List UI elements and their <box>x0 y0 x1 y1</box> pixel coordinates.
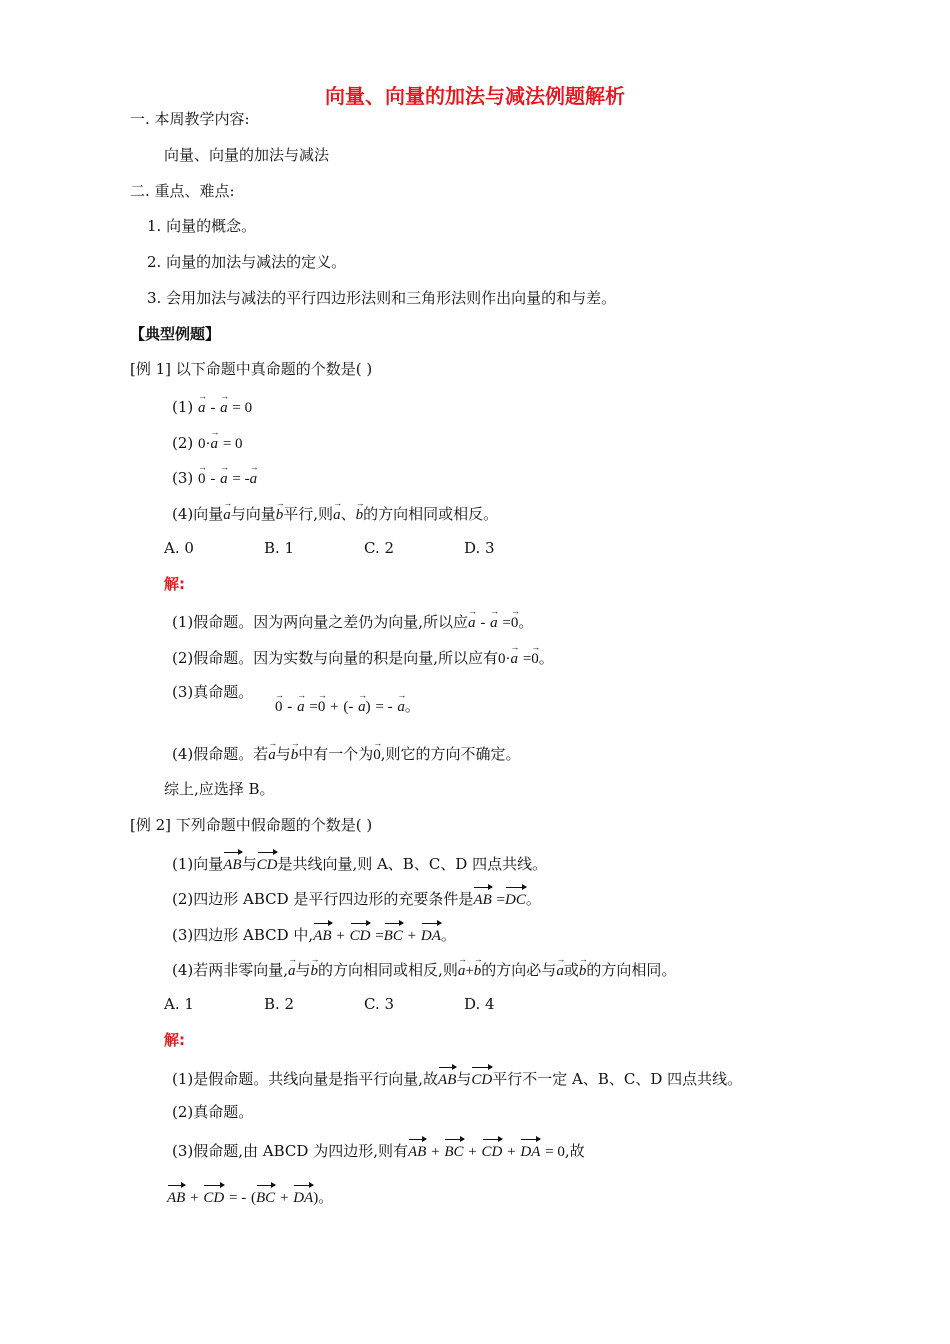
ex2-proposition-4: (4)若两非零向量,a →与b →的方向相同或相反,则a →+b →的方向必与a →或b →的方向相同。 <box>172 958 676 981</box>
ex1-proposition-3: (3) 0 → - a → = -a → <box>172 466 257 489</box>
ex2-option-c: C. 3 <box>364 995 395 1013</box>
example-2-question: [例 2] 下列命题中假命题的个数是( ) <box>130 816 373 834</box>
section-1-heading: 一. 本周教学内容: <box>130 110 250 128</box>
section-2-item: 2. 向量的加法与减法的定义。 <box>147 253 347 271</box>
ex2-proposition-1: (1)向量AB与CD是共线向量,则 A、B、C、D 四点共线。 <box>172 851 547 875</box>
ex1-proposition-4: (4)向量a →与向量b →平行,则a →、b →的方向相同或相反。 <box>172 502 498 525</box>
ex1-solution-label: 解: <box>164 575 185 593</box>
ex2-option-d: D. 4 <box>464 995 495 1013</box>
example-1-question: [例 1] 以下命题中真命题的个数是( ) <box>130 360 373 378</box>
page-title: 向量、向量的加法与减法例题解析 <box>325 84 625 108</box>
ex1-option-a: A. 0 <box>164 539 194 557</box>
ex1-option-c: C. 2 <box>364 539 395 557</box>
examples-heading: 【典型例题】 <box>130 325 221 343</box>
ex1-option-b: B. 1 <box>264 539 295 557</box>
ex2-answer-1: (1)是假命题。共线向量是指平行向量,故AB与CD平行不一定 A、B、C、D 四点共线。 <box>172 1066 742 1090</box>
ex2-option-b: B. 2 <box>264 995 295 1013</box>
ex1-answer-2: (2)假命题。因为实数与向量的积是向量,所以应有0·a → =0 →。 <box>172 646 554 669</box>
ex1-answer-1: (1)假命题。因为两向量之差仍为向量,所以应a → - a → =0 →。 <box>172 610 533 633</box>
ex1-answer-3: (3)真命题。 <box>172 683 254 701</box>
section-2-heading: 二. 重点、难点: <box>130 182 235 200</box>
section-2-item: 1. 向量的概念。 <box>147 217 257 235</box>
ex2-proposition-3: (3)四边形 ABCD 中,AB + CD =BC + DA。 <box>172 922 456 946</box>
section-1-body: 向量、向量的加法与减法 <box>164 146 330 164</box>
ex1-proposition-2: (2) 0·a → = 0 <box>172 431 243 454</box>
ex1-answer-3-formula: 0 → - a → =0 → + (- a →) = - a →。 <box>275 694 420 717</box>
ex2-proposition-2: (2)四边形 ABCD 是平行四边形的充要条件是AB =DC。 <box>172 886 541 910</box>
ex1-answer-4: (4)假命题。若a →与b →中有一个为0 →,则它的方向不确定。 <box>172 742 521 765</box>
ex1-proposition-1: (1) a → - a → = 0 <box>172 395 252 418</box>
section-2-item: 3. 会用加法与减法的平行四边形法则和三角形法则作出向量的和与差。 <box>147 289 617 307</box>
ex2-answer-2: (2)真命题。 <box>172 1103 254 1121</box>
ex2-answer-3-formula: AB + CD = - (BC + DA)。 <box>167 1184 333 1208</box>
ex2-solution-label: 解: <box>164 1031 185 1049</box>
ex2-option-a: A. 1 <box>164 995 194 1013</box>
ex1-option-d: D. 3 <box>464 539 495 557</box>
ex1-conclusion: 综上,应选择 B。 <box>164 780 275 798</box>
ex2-answer-3: (3)假命题,由 ABCD 为四边形,则有AB + BC + CD + DA = 0,故 <box>172 1138 585 1162</box>
